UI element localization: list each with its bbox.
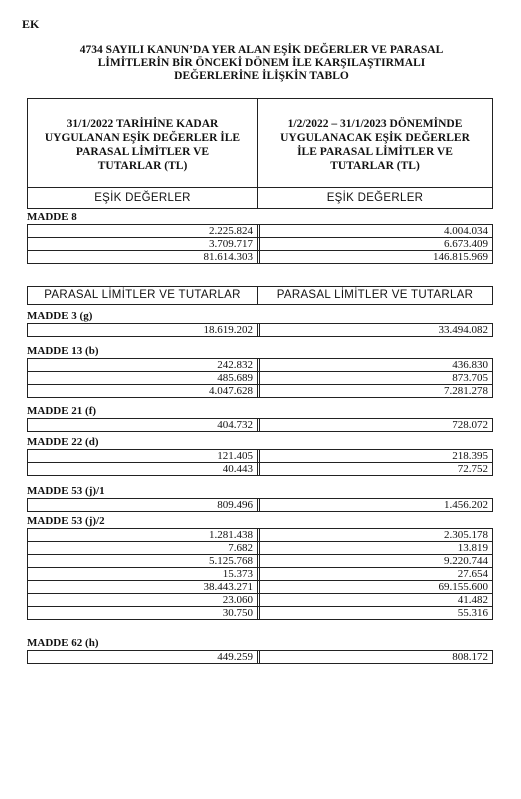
previous-value-cell: 809.496 (28, 499, 258, 511)
header-right-line: UYGULANACAK EŞİK DEĞERLER (280, 132, 470, 144)
table-row (27, 567, 493, 581)
title-line-1: 4734 SAYILI KANUN’DA YER ALAN EŞİK DEĞERLER VE PARASAL (79, 44, 444, 56)
new-value-cell: 7.281.278 (259, 385, 492, 397)
new-value-cell: 873.705 (259, 372, 492, 384)
previous-value-cell: 15.373 (28, 568, 258, 580)
madde-label: MADDE 22 (d) (27, 436, 99, 448)
previous-value-cell: 1.281.438 (28, 529, 258, 541)
table-row (27, 554, 493, 568)
new-value-cell: 1.456.202 (259, 499, 492, 511)
madde-label: MADDE 53 (j)/1 (27, 485, 105, 497)
madde-section (27, 309, 493, 337)
table-row (27, 384, 493, 398)
annex-label: EK (22, 17, 40, 31)
new-value-cell: 146.815.969 (259, 251, 492, 263)
new-value-cell: 72.752 (259, 463, 492, 475)
madde-section (27, 344, 493, 398)
new-value-cell: 728.072 (259, 419, 492, 431)
table-row (27, 250, 493, 264)
table-header (27, 98, 493, 209)
table-row (27, 237, 493, 251)
table-row (27, 593, 493, 607)
madde-section (27, 435, 493, 476)
madde-label: MADDE 53 (j)/2 (27, 515, 105, 527)
table-row (27, 358, 493, 372)
previous-value-cell: 40.443 (28, 463, 258, 475)
header-left-title (28, 117, 257, 173)
madde-section (27, 514, 493, 620)
document-title (20, 44, 503, 83)
table-row (27, 323, 493, 337)
table-row (27, 606, 493, 620)
madde-label: MADDE 21 (f) (27, 405, 97, 417)
new-value-cell: 6.673.409 (259, 238, 492, 250)
new-value-cell: 13.819 (259, 542, 492, 554)
table-row (27, 580, 493, 594)
madde-label: MADDE 8 (27, 211, 77, 223)
previous-value-cell: 121.405 (28, 450, 258, 462)
madde-section (27, 210, 493, 264)
header-left-line: UYGULANAN EŞİK DEĞERLER İLE (44, 132, 241, 144)
table-row (27, 528, 493, 542)
new-value-cell: 41.482 (259, 594, 492, 606)
previous-value-cell: 30.750 (28, 607, 258, 619)
new-value-cell: 55.316 (259, 607, 492, 619)
parasal-header-right: PARASAL LİMİTLER VE TUTARLAR (276, 289, 474, 301)
table-row (27, 418, 493, 432)
header-right-line: 1/2/2022 – 31/1/2023 DÖNEMİNDE (287, 118, 463, 130)
madde-section (27, 404, 493, 432)
header-left-subtitle: EŞİK DEĞERLER (28, 187, 257, 208)
previous-value-cell: 18.619.202 (28, 324, 258, 336)
previous-value-cell: 242.832 (28, 359, 258, 371)
new-value-cell: 4.004.034 (259, 225, 492, 237)
header-right-line: İLE PARASAL LİMİTLER VE (297, 146, 453, 158)
table-row (27, 462, 493, 476)
header-right-line: TUTARLAR (TL) (330, 160, 420, 172)
header-right-column (258, 99, 492, 208)
header-left-line: PARASAL LİMİTLER VE (75, 146, 210, 158)
parasal-header (27, 286, 493, 305)
previous-value-cell: 81.614.303 (28, 251, 258, 263)
previous-value-cell: 2.225.824 (28, 225, 258, 237)
header-left-line: 31/1/2022 TARİHİNE KADAR (66, 118, 219, 130)
previous-value-cell: 449.259 (28, 651, 258, 663)
table-row (27, 498, 493, 512)
table-row (27, 449, 493, 463)
table-row (27, 371, 493, 385)
table-row (27, 224, 493, 238)
new-value-cell: 69.155.600 (259, 581, 492, 593)
new-value-cell: 808.172 (259, 651, 492, 663)
previous-value-cell: 3.709.717 (28, 238, 258, 250)
new-value-cell: 33.494.082 (259, 324, 492, 336)
madde-section (27, 636, 493, 664)
previous-value-cell: 38.443.271 (28, 581, 258, 593)
previous-value-cell: 485.689 (28, 372, 258, 384)
previous-value-cell: 4.047.628 (28, 385, 258, 397)
previous-value-cell: 7.682 (28, 542, 258, 554)
previous-value-cell: 23.060 (28, 594, 258, 606)
title-line-3: DEĞERLERİNE İLİŞKİN TABLO (174, 70, 349, 82)
title-line-2: LİMİTLERİN BİR ÖNCEKİ DÖNEM İLE KARŞILAŞTIRMALI (97, 57, 426, 69)
madde-label: MADDE 62 (h) (27, 637, 99, 649)
previous-value-cell: 404.732 (28, 419, 258, 431)
new-value-cell: 436.830 (259, 359, 492, 371)
new-value-cell: 218.395 (259, 450, 492, 462)
new-value-cell: 9.220.744 (259, 555, 492, 567)
table-row (27, 650, 493, 664)
new-value-cell: 27.654 (259, 568, 492, 580)
previous-value-cell: 5.125.768 (28, 555, 258, 567)
new-value-cell: 2.305.178 (259, 529, 492, 541)
header-right-subtitle: EŞİK DEĞERLER (258, 187, 492, 208)
header-left-line: TUTARLAR (TL) (97, 160, 188, 172)
madde-section (27, 484, 493, 512)
parasal-header-left: PARASAL LİMİTLER VE TUTARLAR (28, 287, 258, 304)
madde-label: MADDE 13 (b) (27, 345, 99, 357)
table-row (27, 541, 493, 555)
madde-label: MADDE 3 (g) (27, 310, 93, 322)
header-right-title (258, 117, 492, 173)
header-left-column (28, 99, 258, 208)
